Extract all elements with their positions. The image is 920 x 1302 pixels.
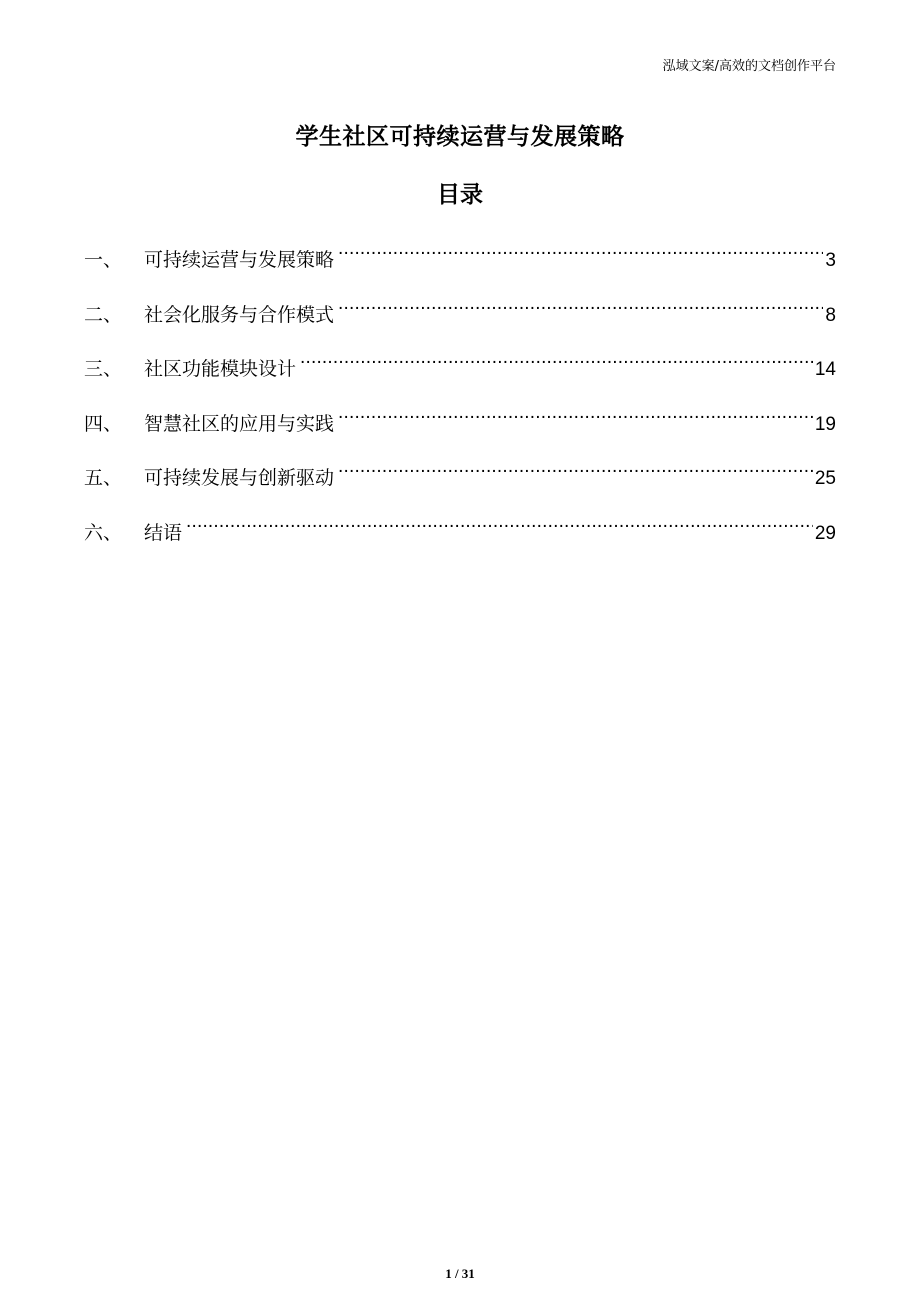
toc-dot-leader: [338, 454, 813, 484]
toc-entry-title: 结语: [144, 521, 183, 544]
toc-heading: 目录: [437, 182, 483, 208]
toc-entry-page: 3: [825, 250, 836, 271]
toc-entry-number: 六、: [84, 521, 123, 544]
toc-dot-leader: [300, 345, 813, 375]
toc-entry-number: 二、: [84, 303, 123, 326]
toc-entry-page: 19: [814, 413, 836, 435]
toc-entry-page: 14: [814, 359, 836, 380]
toc-entry-number: 五、: [84, 467, 123, 489]
toc-entry-title: 可持续运营与发展策略: [144, 249, 335, 271]
toc-entry-1[interactable]: [84, 236, 836, 291]
toc-entry-5[interactable]: [84, 454, 836, 509]
toc-entry-number: 一、: [84, 249, 123, 271]
toc-entry-title: 社会化服务与合作模式: [144, 303, 335, 326]
toc-dot-leader: [186, 509, 813, 539]
toc-entry-3[interactable]: [84, 345, 836, 400]
document-title: 学生社区可持续运营与发展策略: [295, 124, 625, 150]
toc-entry-page: 8: [825, 304, 836, 326]
toc-entry-6[interactable]: [84, 509, 836, 564]
toc-entry-number: 四、: [84, 412, 123, 435]
toc-entry-title: 可持续发展与创新驱动: [144, 467, 335, 489]
toc-entry-title: 智慧社区的应用与实践: [144, 412, 335, 435]
toc-entry-page: 25: [814, 468, 836, 489]
toc-entry-number: 三、: [84, 358, 123, 380]
toc-entry-4[interactable]: [84, 400, 836, 455]
toc-dot-leader: [338, 236, 823, 266]
toc-entry-page: 29: [814, 522, 836, 544]
toc-dot-leader: [338, 400, 813, 430]
toc-dot-leader: [338, 291, 823, 321]
page-number-indicator: 1 / 31: [445, 1266, 475, 1281]
toc-entry-2[interactable]: [84, 291, 836, 346]
page-header-brand: 泓域文案/高效的文档创作平台: [662, 59, 836, 74]
table-of-contents: [84, 236, 836, 563]
toc-entry-title: 社区功能模块设计: [144, 358, 297, 380]
